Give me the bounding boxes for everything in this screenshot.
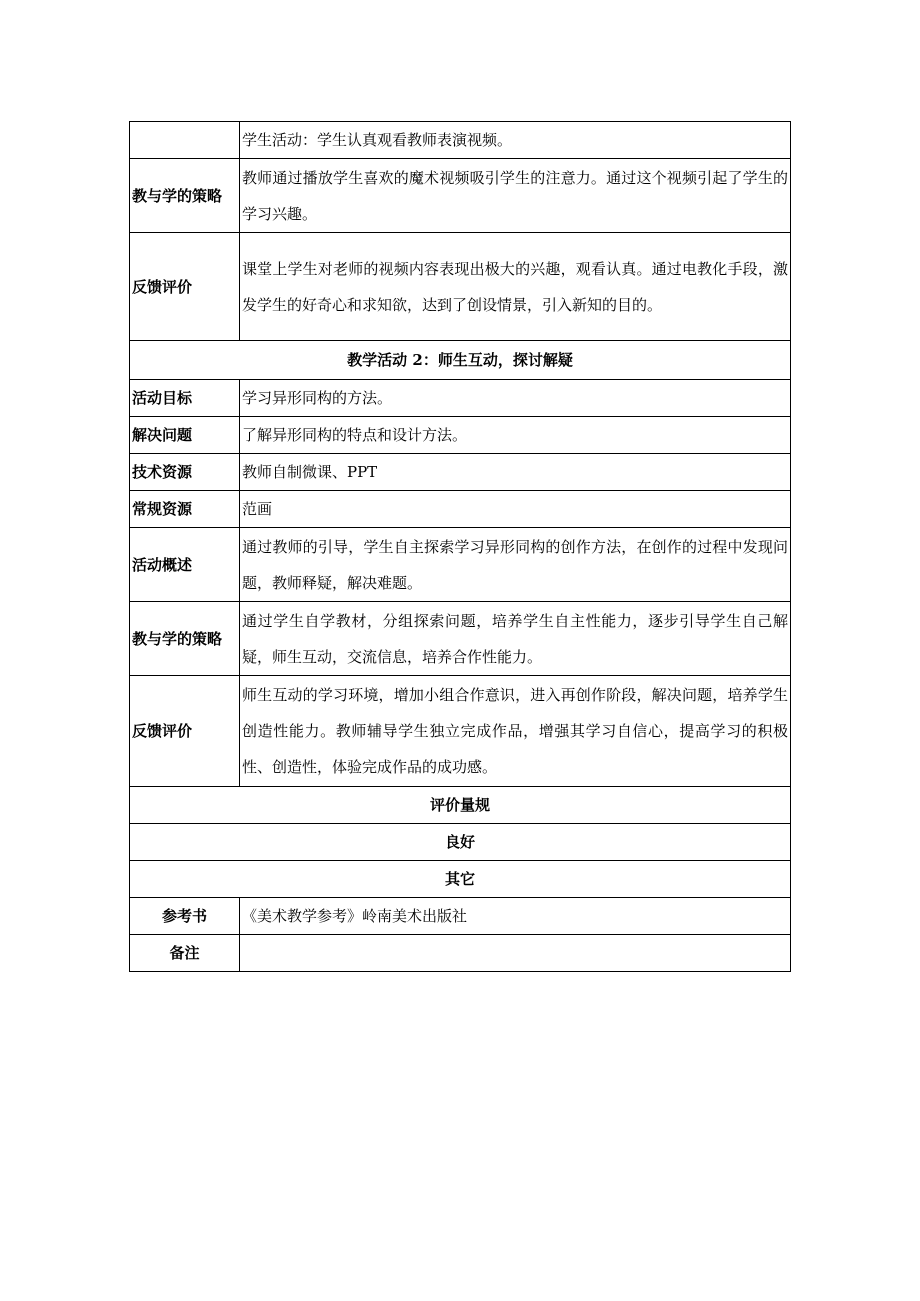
row-label: 解决问题 [130, 417, 240, 454]
table-row [130, 491, 791, 528]
row-label: 常规资源 [130, 491, 240, 528]
row-label: 活动目标 [130, 380, 240, 417]
tech-resource-text: 教师自制微课、PPT [240, 454, 791, 491]
reference-label: 参考书 [130, 898, 240, 935]
table-row [130, 454, 791, 491]
strategy-text: 教师通过播放学生喜欢的魔术视频吸引学生的注意力。通过这个视频引起了学生的学习兴趣。 [240, 159, 791, 233]
strategy-text: 通过学生自学教材，分组探索问题，培养学生自主性能力，逐步引导学生自己解疑，师生互动，交流信息，培养合作性能力。 [240, 602, 791, 676]
row-label: 教与学的策略 [130, 159, 240, 233]
row-label: 活动概述 [130, 528, 240, 602]
lesson-plan-table [129, 121, 791, 972]
table-row [130, 935, 791, 972]
table-row [130, 233, 791, 341]
table-row [130, 602, 791, 676]
table-row [130, 898, 791, 935]
table-row [130, 417, 791, 454]
feedback-text: 师生互动的学习环境，增加小组合作意识，进入再创作阶段，解决问题，培养学生创造性能力。教师辅导学生独立完成作品，增强其学习自信心，提高学习的积极性、创造性，体验完成作品的成功感。 [240, 676, 791, 787]
table-row [130, 122, 791, 159]
activity-overview-text: 通过教师的引导，学生自主探索学习异形同构的创作方法，在创作的过程中发现问题，教师释疑，解决难题。 [240, 528, 791, 602]
row-label: 反馈评价 [130, 233, 240, 341]
table-row [130, 528, 791, 602]
table-row [130, 676, 791, 787]
evaluation-other: 其它 [130, 861, 791, 898]
remarks-text [240, 935, 791, 972]
activity-2-title: 教学活动 2：师生互动，探讨解疑 [130, 341, 791, 380]
remarks-label: 备注 [130, 935, 240, 972]
row-label: 教与学的策略 [130, 602, 240, 676]
problem-text: 了解异形同构的特点和设计方法。 [240, 417, 791, 454]
table-row [130, 861, 791, 898]
table-row [130, 341, 791, 380]
table-row [130, 824, 791, 861]
table-row [130, 787, 791, 824]
table-row [130, 380, 791, 417]
activity-goal-text: 学习异形同构的方法。 [240, 380, 791, 417]
regular-resource-text: 范画 [240, 491, 791, 528]
evaluation-title: 评价量规 [130, 787, 791, 824]
row-label: 反馈评价 [130, 676, 240, 787]
evaluation-rating: 良好 [130, 824, 791, 861]
table-row [130, 159, 791, 233]
row-label: 技术资源 [130, 454, 240, 491]
student-activity-text: 学生活动：学生认真观看教师表演视频。 [240, 122, 791, 159]
reference-text: 《美术教学参考》岭南美术出版社 [240, 898, 791, 935]
row-label [130, 122, 240, 159]
feedback-text: 课堂上学生对老师的视频内容表现出极大的兴趣，观看认真。通过电教化手段，激发学生的好奇心和求知欲，达到了创设情景，引入新知的目的。 [240, 233, 791, 341]
